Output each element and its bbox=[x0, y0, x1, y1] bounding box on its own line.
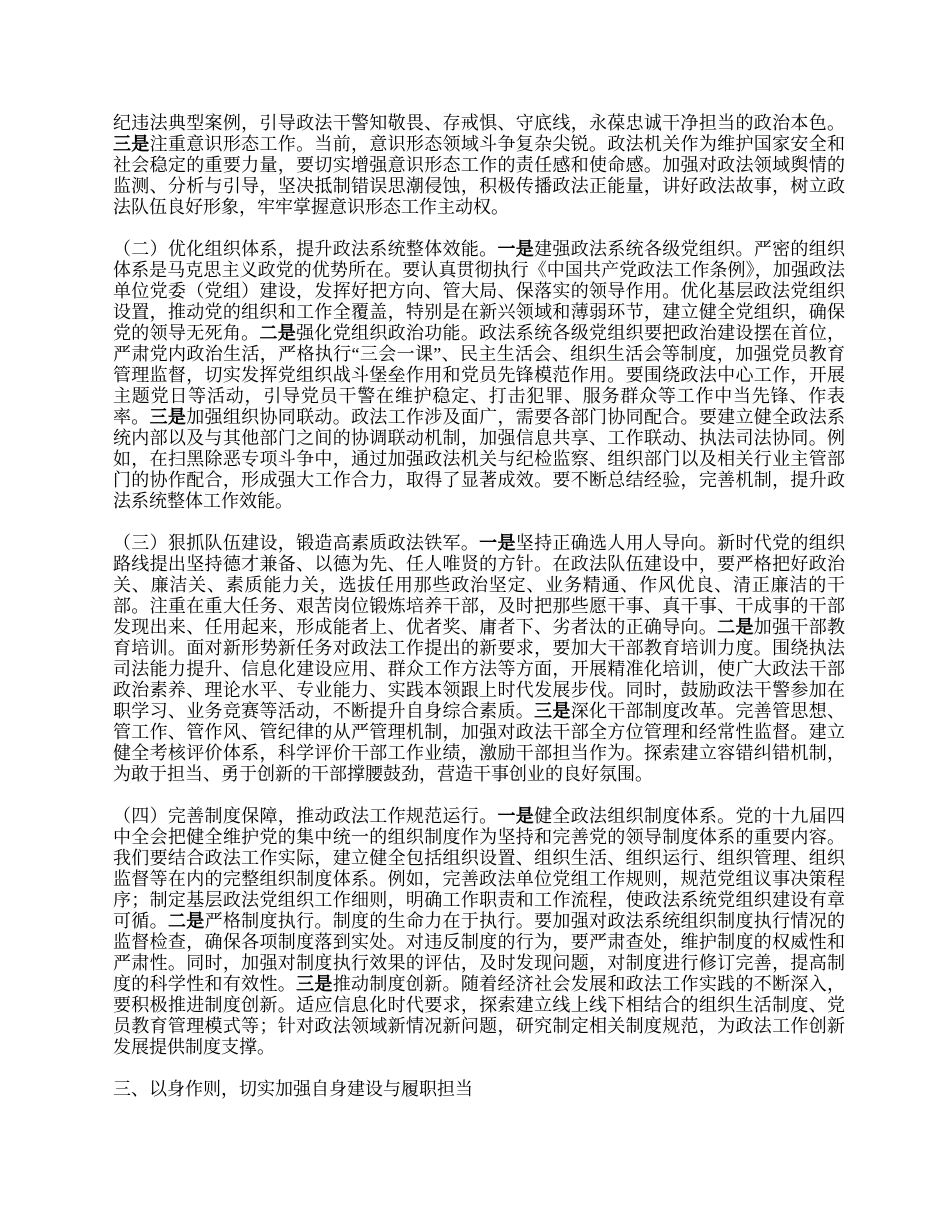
bold-text-run: 二是 bbox=[717, 617, 754, 637]
bold-text-run: 三是 bbox=[113, 134, 150, 154]
text-run: 注重意识形态工作。当前，意识形态领域斗争复杂尖锐。政法机关作为维护国家安全和社会稳定的重要力量，要切实增强意识形态工作的责任感和使命感。加强对政法领域舆情的监测、分析与引导，坚决抵制错误思潮侵蚀，积极传播政法正能量，讲好政法故事，树立政法队伍良好形象，牢牢掌握意识形态工作主动权。 bbox=[113, 134, 846, 217]
text-run: 三、以身作则，切实加强自身建设与履职担当 bbox=[113, 1079, 473, 1099]
heading-part-3 bbox=[113, 1079, 845, 1100]
text-run: （二）优化组织体系，提升政法系统整体效能。 bbox=[113, 239, 498, 259]
text-run: 推动制度创新。随着经济社会发展和政法工作实践的不断深入，要积极推进制度创新。适应信息化时代要求，探索建立线上线下相结合的组织生活制度、党员教育管理模式等；针对政法领域新情况新问题，研究制定相关制度规范，为政法工作创新发展提供制度支撑。 bbox=[113, 974, 846, 1057]
paragraph-section-2-organization bbox=[113, 239, 845, 512]
text-run: 健全政法组织制度体系。党的十九届四中全会把健全维护党的集中统一的组织制度作为坚持和完善党的领导制度体系的重要内容。我们要结合政法工作实际，建立健全包括组织设置、组织生活、组织运行、组织管理、组织监督等在内的完整组织制度体系。例如，完善政法单位党组工作规则，规范党组议事决策程序；制定基层政法党组织工作细则，明确工作职责和工作流程，使政法系统党组织建设有章可循。 bbox=[113, 806, 846, 931]
bold-text-run: 二是 bbox=[259, 323, 297, 343]
bold-text-run: 二是 bbox=[167, 911, 205, 931]
bold-text-run: 三是 bbox=[296, 974, 333, 994]
text-run: 加强组织协同联动。政法工作涉及面广，需要各部门协同配合。要建立健全政法系统内部以及与其他部门之间的协调联动机制，加强信息共享、工作联动、执法司法协同。例如，在扫黑除恶专项斗争中，通过加强政法机关与纪检监察、组织部门以及相关行业主管部门的协作配合，形成强大工作合力，取得了显著成效。要不断总结经验，完善机制，提升政法系统整体工作效能。 bbox=[113, 407, 846, 511]
document-content bbox=[113, 113, 845, 1100]
paragraph-continuation-ideology bbox=[113, 113, 845, 218]
bold-text-run: 一是 bbox=[497, 806, 535, 826]
text-run: 严格制度执行。制度的生命力在于执行。要加强对政法系统组织制度执行情况的监督检查，确保各项制度落到实处。对违反制度的行为，要严肃查处，维护制度的权威性和严肃性。同时，加强对制度执行效果的评估，及时发现问题，对制度进行修订完善，提高制度的科学性和有效性。 bbox=[113, 911, 846, 994]
text-run: （四）完善制度保障，推动政法工作规范运行。 bbox=[113, 806, 498, 826]
text-run: 坚持正确选人用人导向。新时代党的组织路线提出坚持德才兼备、以德为先、任人唯贤的方针。在政法队伍建设中，要严格把好政治关、廉洁关、素质能力关，选拔任用那些政治坚定、业务精通、作风优良、清正廉洁的干部。注重在重大任务、艰苦岗位锻炼培养干部，及时把那些愿干事、真干事、干成事的干部发现出来、任用起来，形成能者上、优者奖、庸者下、劣者汰的正确导向。 bbox=[113, 533, 846, 637]
paragraph-section-3-team-building bbox=[113, 533, 845, 785]
text-run: （三）狠抓队伍建设，锻造高素质政法铁军。 bbox=[113, 533, 480, 553]
bold-text-run: 一是 bbox=[479, 533, 516, 553]
text-run: 建强政法系统各级党组织。严密的组织体系是马克思主义政党的优势所在。要认真贯彻执行《中国共产党政法工作条例》，加强政法单位党委（党组）建设，发挥好把方向、管大局、保落实的领导作用。优化基层政法党组织设置，推动党的组织和工作全覆盖，特别是在新兴领域和薄弱环节，建立健全党组织，确保党的领导无死角。 bbox=[113, 239, 846, 343]
text-run: 强化党组织政治功能。政法系统各级党组织要把政治建设摆在首位，严肃党内政治生活，严格执行“三会一课”、民主生活会、组织生活会等制度，加强党员教育管理监督，切实发挥党组织战斗堡垒作用和党员先锋模范作用。要围绕政法中心工作，开展主题党日等活动，引导党员干警在维护稳定、打击犯罪、服务群众等工作中当先锋、作表率。 bbox=[113, 323, 846, 427]
text-run: 深化干部制度改革。完善管思想、管工作、管作风、管纪律的从严管理机制，加强对政法干部全方位管理和经常性监督。建立健全考核评价体系，科学评价干部工作业绩，激励干部担当作为。探索建立容错纠错机制，为敢于担当、勇于创新的干部撑腰鼓劲，营造干事创业的良好氛围。 bbox=[113, 701, 846, 784]
bold-text-run: 三是 bbox=[534, 701, 571, 721]
paragraph-section-4-system-guarantee bbox=[113, 806, 845, 1058]
text-run: 纪违法典型案例，引导政法干警知敬畏、存戒惧、守底线，永葆忠诚干净担当的政治本色。 bbox=[113, 113, 845, 133]
bold-text-run: 一是 bbox=[497, 239, 535, 259]
text-run: 加强干部教育培训。面对新形势新任务对政法工作提出的新要求，要加大干部教育培训力度。围绕执法司法能力提升、信息化建设应用、群众工作方法等方面，开展精准化培训，使广大政法干部政治素养、理论水平、专业能力、实践本领跟上时代发展步伐。同时，鼓励政法干警参加在职学习、业务竞赛等活动，不断提升自身综合素质。 bbox=[113, 617, 846, 721]
bold-text-run: 三是 bbox=[149, 407, 187, 427]
